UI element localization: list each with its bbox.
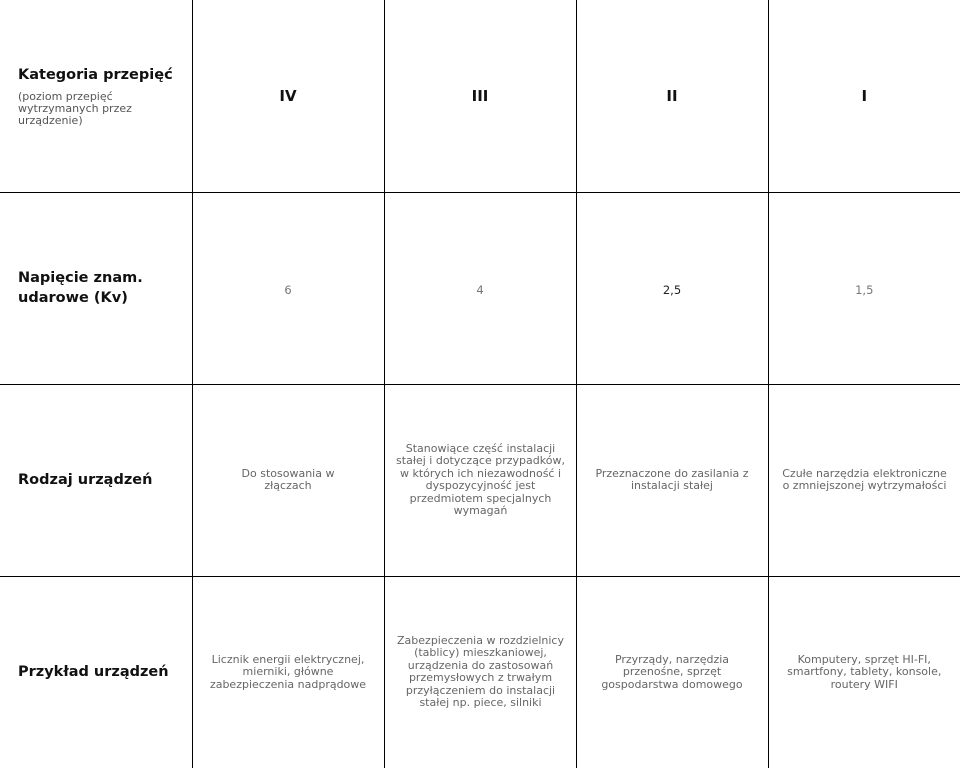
voltage-value: 6	[284, 282, 292, 297]
table-subtitle: (poziom przepięć wytrzymanych przez urządzenie)	[18, 89, 132, 127]
device-example-cell	[192, 576, 384, 768]
device-example-text: Przyrządy, narzędzia przenośne, sprzęt gospodarstwa domowego	[601, 652, 743, 691]
device-example-text: Komputery, sprzęt HI-FI, smartfony, tablety, konsole, routery WIFI	[787, 652, 942, 691]
header-row	[0, 0, 960, 192]
device-type-text: Czułe narzędzia elektroniczne o zmniejszonej wytrzymałości	[782, 466, 947, 492]
device-example-text: Licznik energii elektrycznej, mierniki, główne zabezpieczenia nadprądowe	[209, 652, 367, 691]
category-cell-iii	[384, 0, 576, 192]
category-cell-i	[768, 0, 960, 192]
device-example-row-label: Przykład urządzeń	[18, 664, 169, 681]
device-type-cell	[576, 384, 768, 576]
category-label: I	[861, 87, 868, 106]
voltage-value: 4	[476, 282, 484, 297]
voltage-value: 2,5	[662, 282, 682, 297]
row-header-cell	[0, 576, 192, 768]
device-example-text: Zabezpieczenia w rozdzielnicy (tablicy) mieszkaniowej, urządzenia do zastosowań przemysłowych z trwałym przyłączeniem do instalacji stałej np. piece, silniki	[397, 633, 564, 710]
table-title: Kategoria przepięć	[18, 66, 173, 83]
device-type-row-label: Rodzaj urządzeń	[18, 472, 153, 488]
device-example-row	[0, 576, 960, 768]
category-label: III	[471, 87, 489, 106]
category-label: IV	[279, 87, 297, 106]
voltage-cell	[384, 192, 576, 384]
voltage-cell	[192, 192, 384, 384]
device-example-cell	[768, 576, 960, 768]
row-header-cell	[0, 384, 192, 576]
category-label: II	[666, 87, 678, 106]
category-cell-ii	[576, 0, 768, 192]
header-cell	[0, 0, 192, 192]
voltage-value: 1,5	[855, 282, 874, 297]
device-type-text: Przeznaczone do zasilania z instalacji stałej	[595, 466, 749, 492]
voltage-cell	[768, 192, 960, 384]
category-cell-iv	[192, 0, 384, 192]
device-example-cell	[576, 576, 768, 768]
device-type-cell	[768, 384, 960, 576]
voltage-cell	[576, 192, 768, 384]
device-type-cell	[384, 384, 576, 576]
device-type-text: Stanowiące część instalacji stałej i dotyczące przypadków, w których ich niezawodność i dyspozycyjność jest przedmiotem specjalnych wymagań	[396, 441, 565, 517]
voltage-row	[0, 192, 960, 384]
device-example-cell	[384, 576, 576, 768]
row-header-cell	[0, 192, 192, 384]
voltage-row-label: Napięcie znam. udarowe (Kv)	[18, 270, 143, 306]
device-type-row	[0, 384, 960, 576]
device-type-text: Do stosowania w złączach	[241, 466, 335, 492]
device-type-cell	[192, 384, 384, 576]
